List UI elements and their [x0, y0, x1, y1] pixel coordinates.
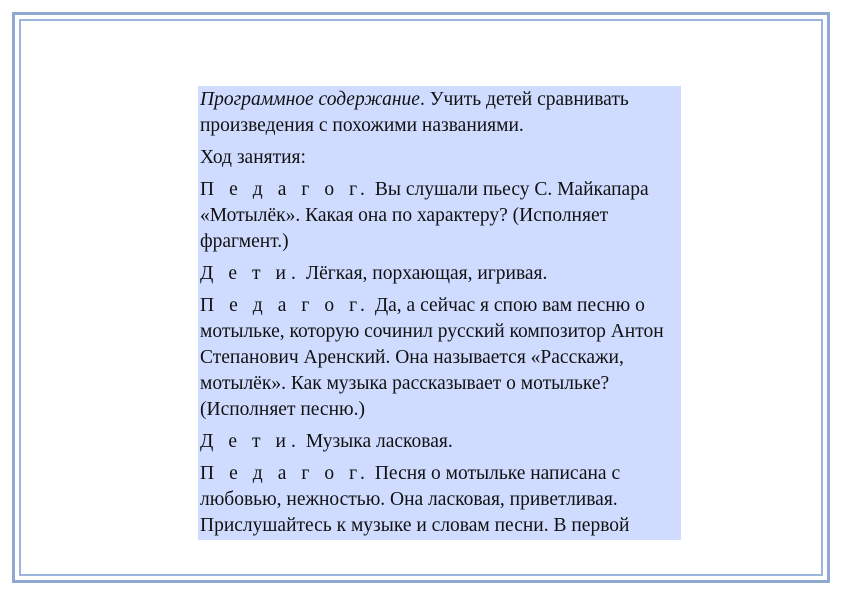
program-content-paragraph [200, 87, 678, 139]
program-content-text: . Учить детей сравнивать произведения с похожими названиями. [200, 89, 629, 136]
lesson-text-block [198, 86, 681, 540]
course-title: Ход занятия: [200, 147, 306, 168]
dialogue-text: Да, а сейчас я спою вам песню о мотыльке, которую сочинил русский композитор Антон Степанович Аренский. Она называется «Расскажи, мотылёк». Как музыка рассказывает о мотыльке? (Исполняет песню.) [200, 295, 664, 420]
speaker-label: Д е т и. [200, 263, 301, 284]
dialogue-line-4 [200, 429, 678, 455]
speaker-label: Д е т и. [200, 431, 301, 452]
dialogue-text: Музыка ласковая. [300, 431, 453, 452]
speaker-label: П е д а г о г. [200, 463, 370, 484]
dialogue-line-3 [200, 293, 678, 423]
speaker-label: П е д а г о г. [200, 295, 370, 316]
program-content-label: Программное содержание [200, 89, 420, 110]
dialogue-line-2 [200, 261, 678, 287]
dialogue-text: Песня о мотыльке написана с любовью, нежностью. Она ласковая, приветливая. Прислушайтесь к музыке и словам песни. В первой [200, 463, 630, 536]
dialogue-line-1 [200, 177, 678, 255]
speaker-label: П е д а г о г. [200, 179, 370, 200]
dialogue-text: Вы слушали пьесу С. Майкапара «Мотылёк». Какая она по характеру? (Исполняет фрагмент.) [200, 179, 649, 252]
dialogue-text: Лёгкая, порхающая, игривая. [300, 263, 548, 284]
dialogue-line-5 [200, 461, 678, 539]
